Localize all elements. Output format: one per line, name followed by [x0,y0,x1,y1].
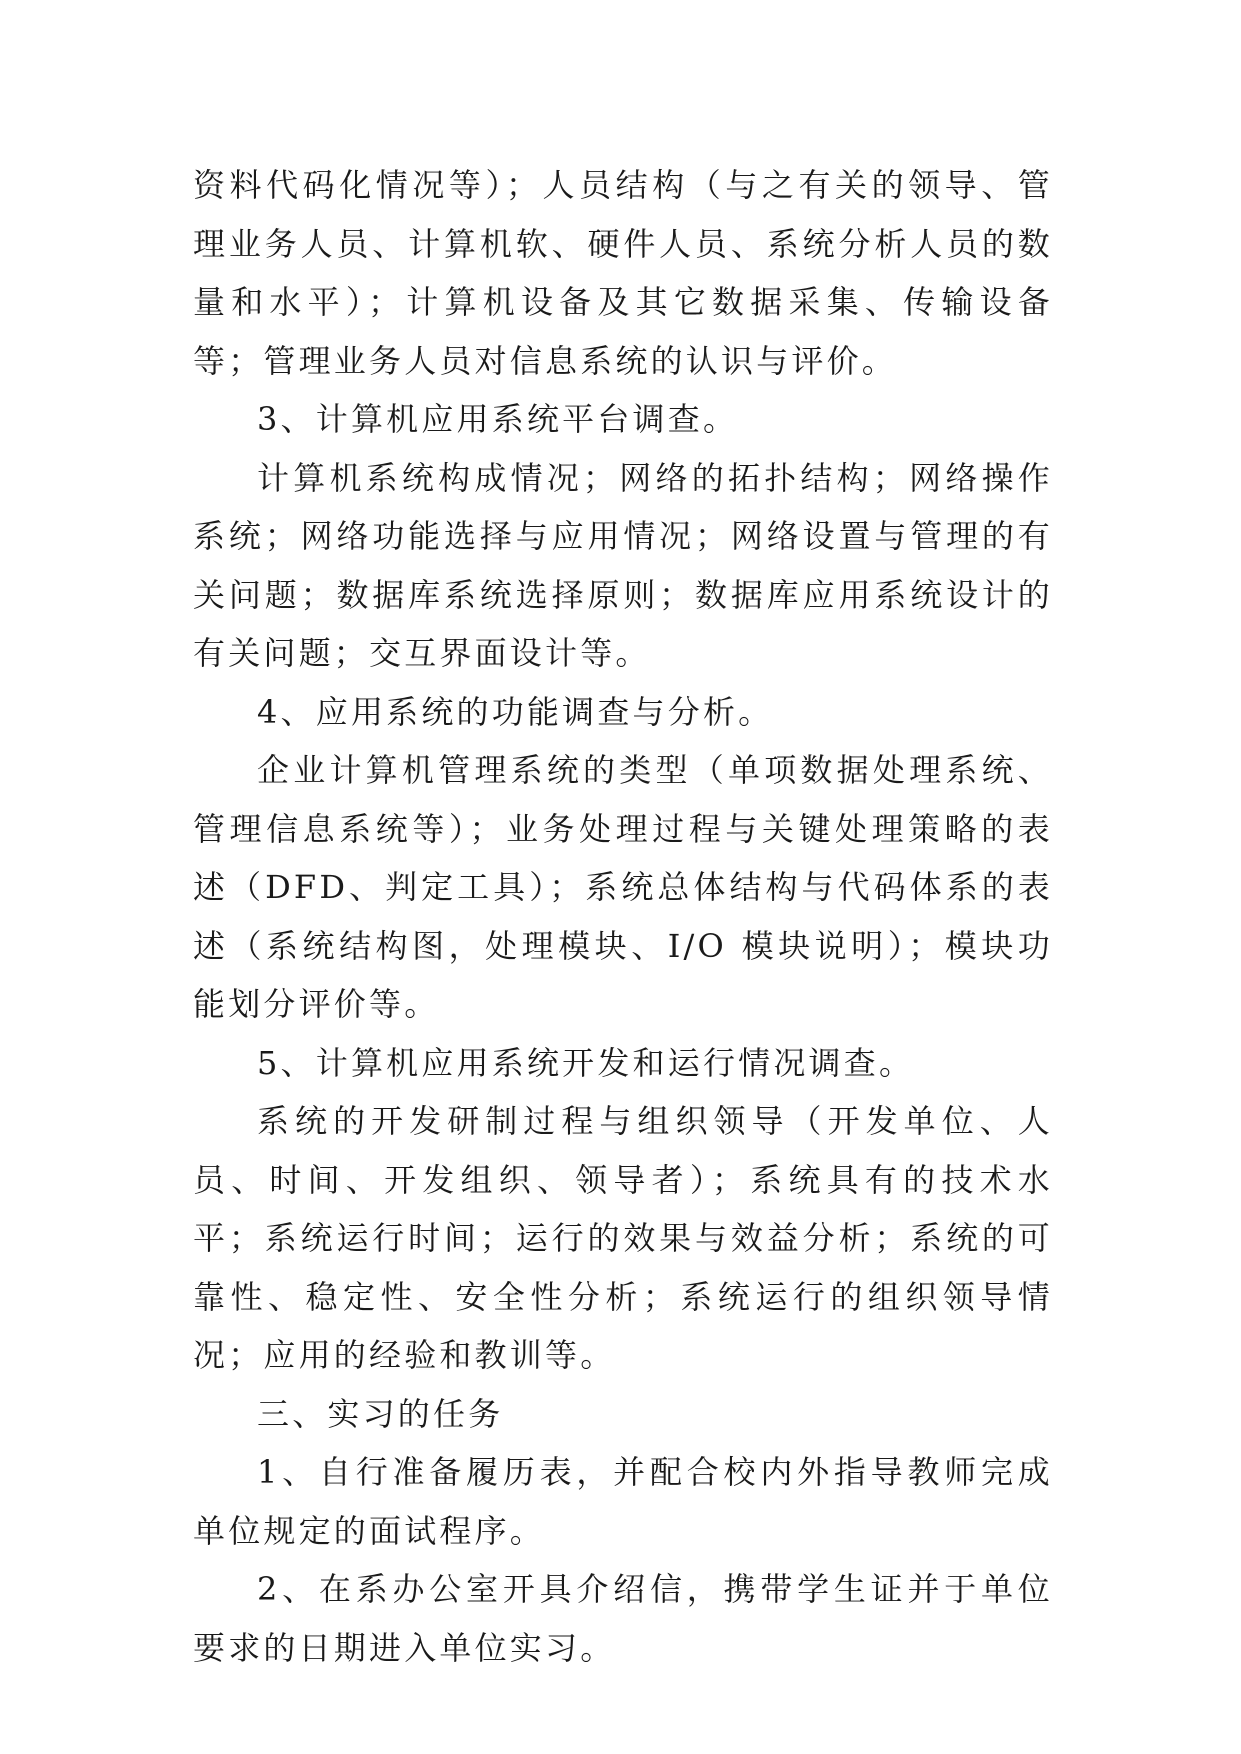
chapter-heading: 三、实习的任务 [257,1394,504,1433]
paragraph: 资料代码化情况等）；人员结构（与之有关的领导、管理业务人员、计算机软、硬件人员、系统分析人员的数量和水平）；计算机设备及其它数据采集、传输设备等；管理业务人员对信息系统的认识与评价。 [193,166,1053,380]
section-heading: 5、计算机应用系统开发和运行情况调查。 [257,1043,915,1082]
paragraph: 计算机系统构成情况；网络的拓扑结构；网络操作系统；网络功能选择与应用情况；网络设置与管理的有关问题；数据库系统选择原则；数据库应用系统设计的有关问题；交互界面设计等。 [193,458,1053,672]
section-heading: 4、应用系统的功能调查与分析。 [257,692,774,731]
list-item: 2、在系办公室开具介绍信，携带学生证并于单位要求的日期进入单位实习。 [193,1570,1053,1667]
list-item: 1、自行准备履历表，并配合校内外指导教师完成单位规定的面试程序。 [193,1453,1053,1550]
document-body [193,156,1053,1677]
section-heading: 3、计算机应用系统平台调查。 [257,400,739,438]
paragraph: 企业计算机管理系统的类型（单项数据处理系统、管理信息系统等）；业务处理过程与关键处理策略的表述（DFD、判定工具）；系统总体结构与代码体系的表述（系统结构图，处理模块、I/O 模块说明）；模块功能划分评价等。 [193,751,1053,1023]
paragraph: 系统的开发研制过程与组织领导（开发单位、人员、时间、开发组织、领导者）；系统具有的技术水平；系统运行时间；运行的效果与效益分析；系统的可靠性、稳定性、安全性分析；系统运行的组织领导情况；应用的经验和教训等。 [193,1102,1053,1374]
